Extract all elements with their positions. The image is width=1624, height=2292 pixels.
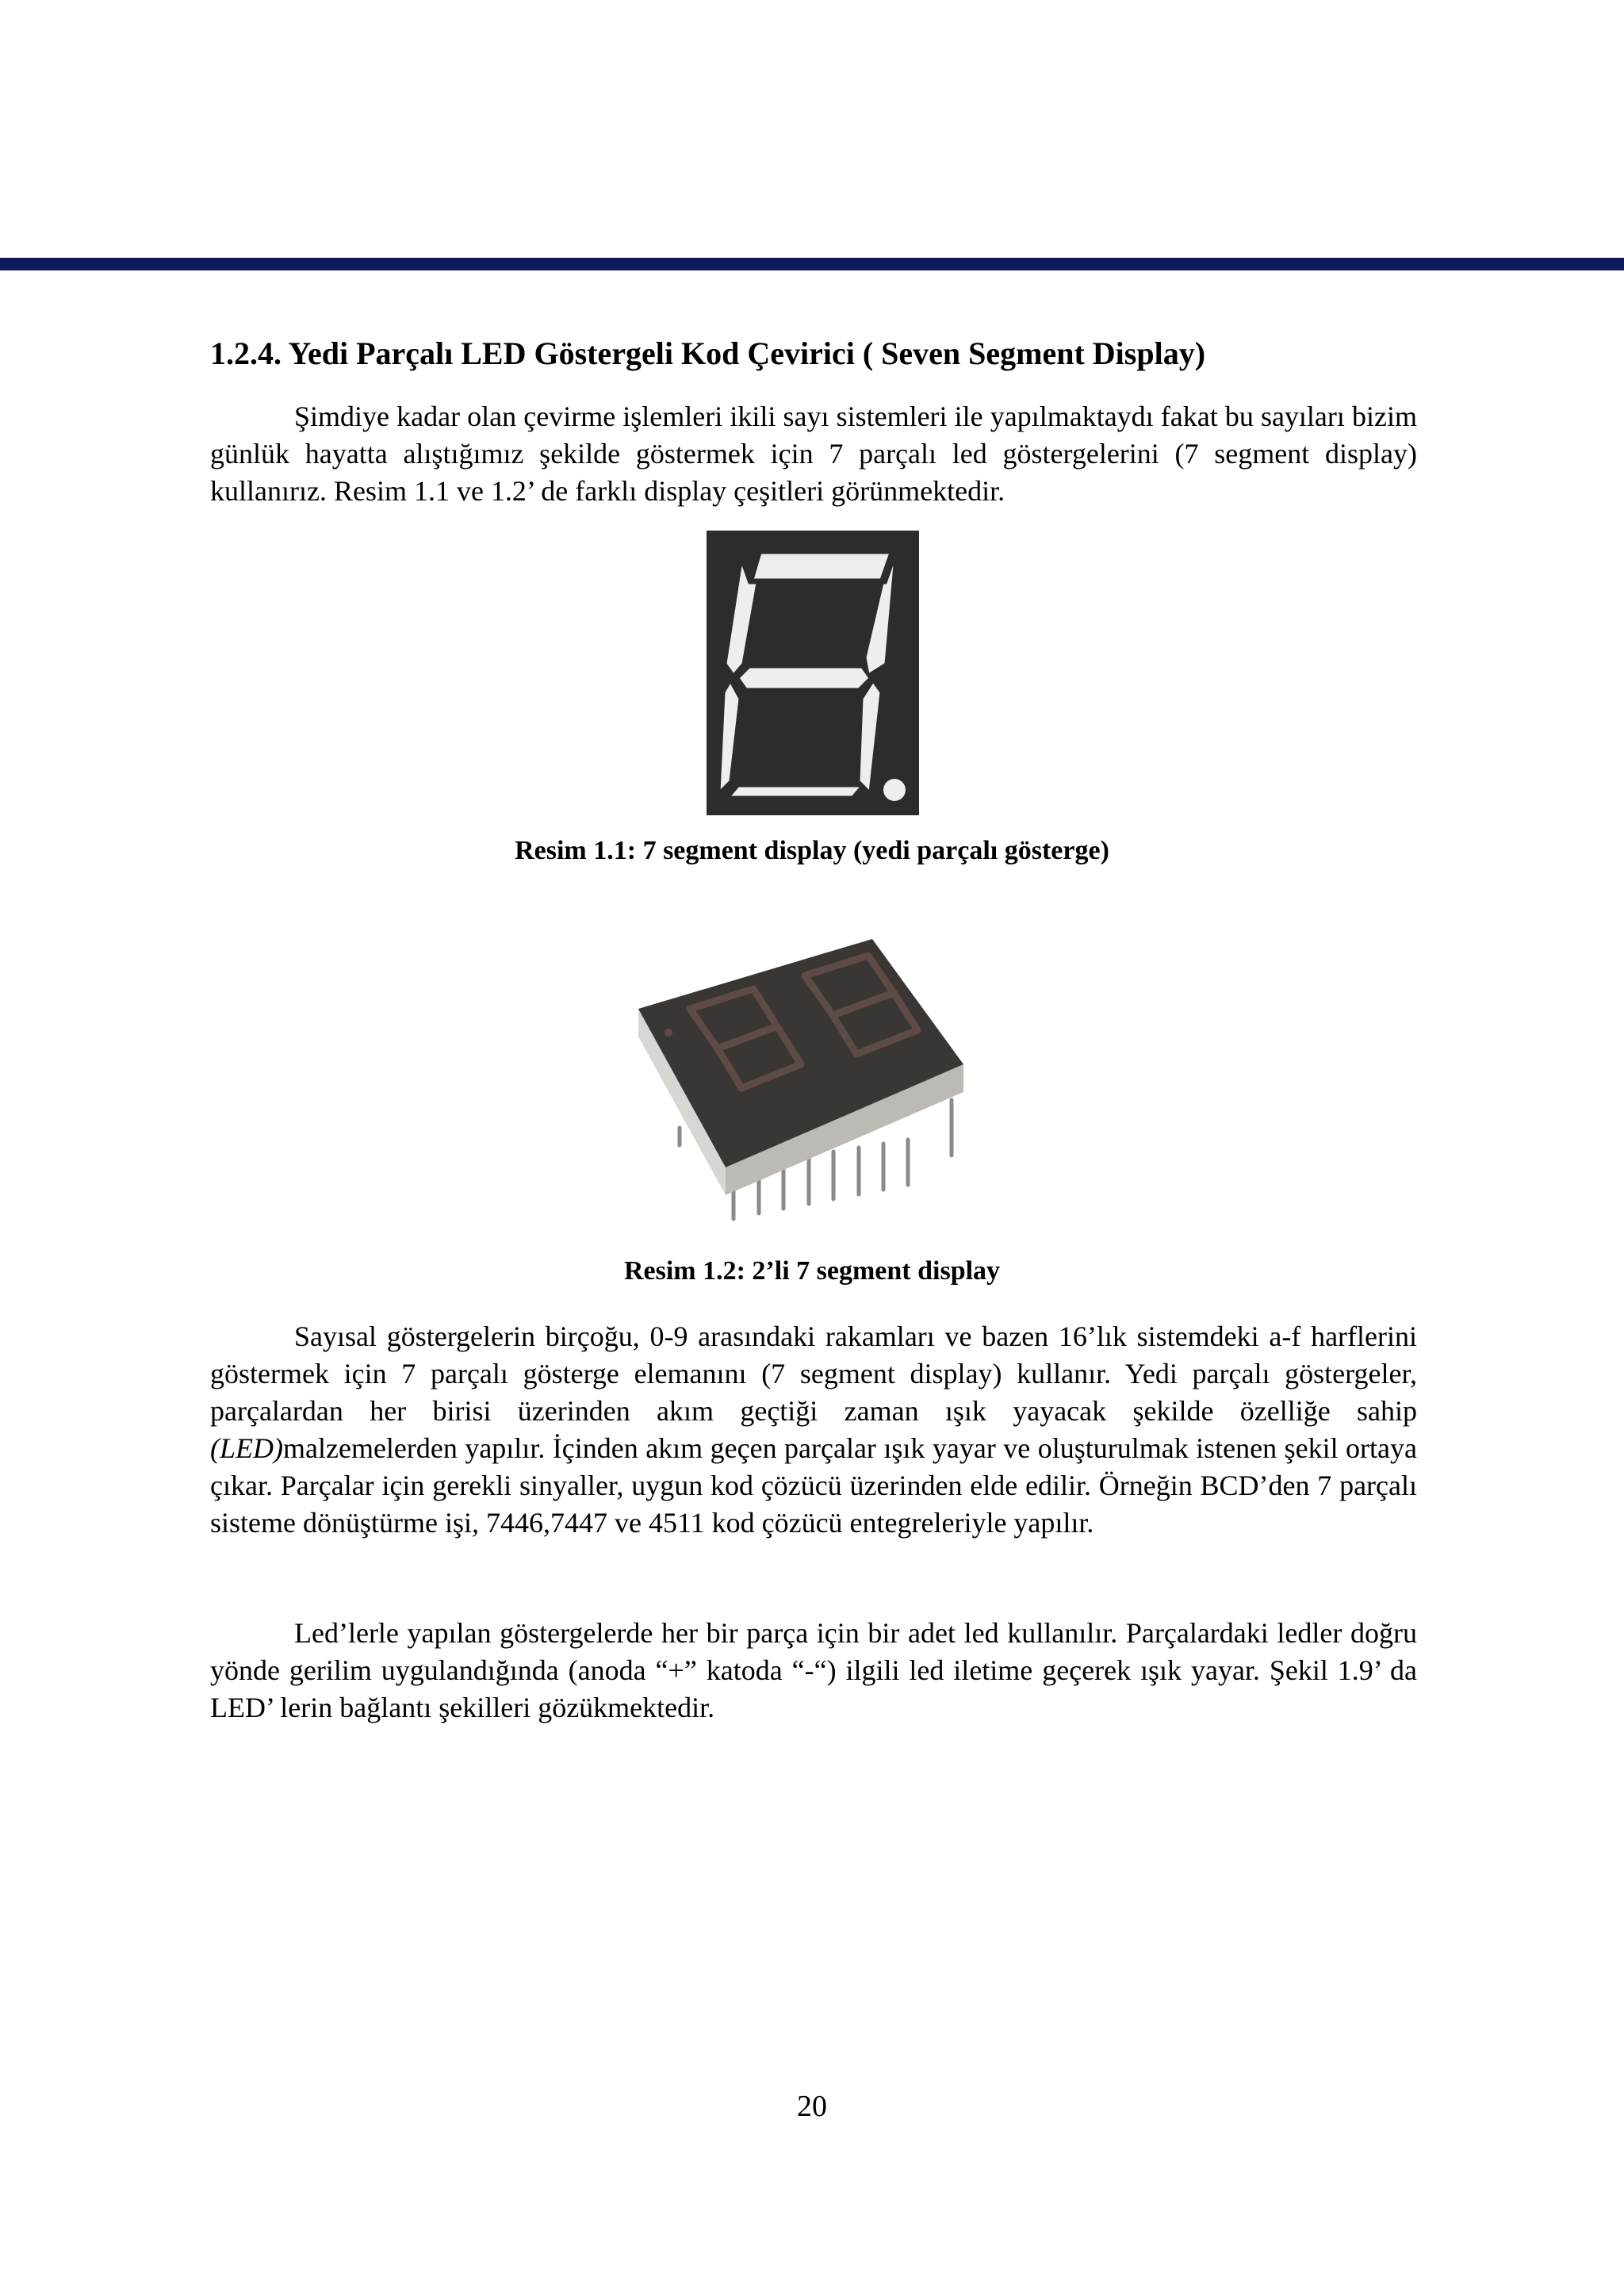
paragraph-text-part: malzemelerden yapılır. İçinden akım geçen parçalar ışık yayar ve oluşturulmak istenen şekil ortaya çıkar. Parçalar için gerekli sinyaller, uygun kod çözücü üzerinden elde edilir. Örneğin BCD’den 7 parçalı sisteme dönüştürme işi, 7446,7447 ve 4511 kod çözücü entegreleriyle yapılır. [210,1432,1417,1539]
intro-paragraph: Şimdiye kadar olan çevirme işlemleri ikili sayı sistemleri ile yapılmaktaydı fakat bu sayıları bizim günlük hayatta alıştığımız şekilde göstermek için 7 parçalı led göstergelerini (7 segment display) kullanırız. Resim 1.1 ve 1.2’ de farklı display çeşitleri görünmektedir. [210,401,1417,507]
figure-caption-1: Resim 1.1: 7 segment display (yedi parçalı gösterge) [515,836,1109,865]
paragraph-text-part: Sayısal göstergelerin birçoğu, 0-9 arasındaki rakamları ve bazen 16’lık sistemdeki a-f harflerini göstermek için 7 parçalı gösterge elemanını (7 segment display) kullanır. Yedi parçalı göstergeler, parçalardan her birisi üzerinden akım geçtiği zaman ışık yayacak şekilde özelliğe sahip [210,1320,1417,1427]
dual-seven-segment-display-image [630,929,983,1231]
header-rule [0,258,1624,270]
seven-segment-display-image [707,531,919,815]
page-number: 20 [797,2090,827,2123]
body-paragraph-led [210,1318,1417,1542]
section-heading: 1.2.4. Yedi Parçalı LED Göstergeli Kod Çevirici ( Seven Segment Display) [210,335,1206,371]
figure-caption-2: Resim 1.2: 2’li 7 segment display [623,1256,1001,1286]
body-paragraph-connection: Led’lerle yapılan göstergelerde her bir parça için bir adet led kullanılır. Parçalardaki ledler doğru yönde gerilim uygulandığında (anoda “+” katoda “-“) ilgili led iletime geçerek ışık yayar. Şekil 1.9’ da LED’ lerin bağlantı şekilleri gözükmektedir. [210,1617,1417,1723]
led-italic-term: (LED) [210,1432,283,1464]
